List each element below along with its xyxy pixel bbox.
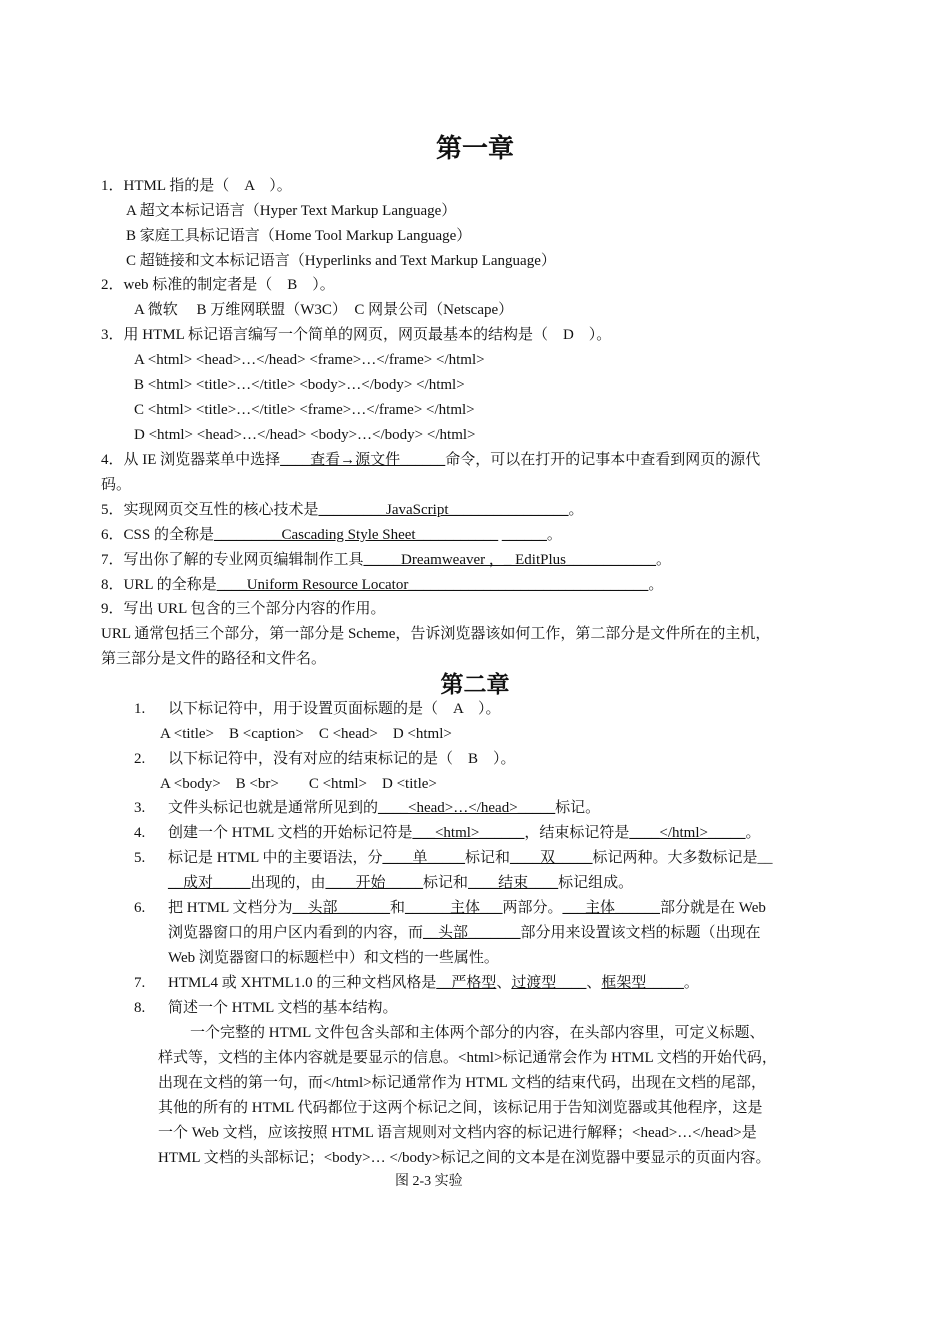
q8-answer: ____Uniform Resource Locator________________________________ bbox=[216, 577, 649, 593]
q7-answer: _____Dreamweaver ，_ EditPlus____________ bbox=[363, 552, 656, 568]
ch1-question-2: 2．web 标准的制定者是（ B ）。 bbox=[101, 277, 335, 293]
ch1-q2-options: A 微软 B 万维网联盟（W3C） C 网景公司（Netscape） bbox=[134, 302, 514, 318]
ch2-question-6-line1 bbox=[168, 896, 766, 921]
ch1-question-4 bbox=[101, 448, 760, 473]
q8-suffix: 。 bbox=[648, 577, 664, 593]
ch2-question-2: 以下标记符中，没有对应的结束标记的是（ B ）。 bbox=[168, 751, 516, 767]
ch2-q6-line2-prefix: 浏览器窗口的用户区内看到的内容，而 bbox=[168, 925, 424, 941]
ch2-q7-answer-strict: __严格型 bbox=[436, 975, 497, 991]
ch2-q5-mid2: 标记和 bbox=[423, 875, 469, 891]
ch2-q6-prefix: 把 HTML 文档分为 bbox=[168, 900, 293, 916]
ch2-q5-line2-suffix: 标记组成。 bbox=[558, 875, 634, 891]
ch2-q7-sep2: 、 bbox=[586, 975, 602, 991]
q6-answer: _________Cascading Style Sheet___________ bbox=[213, 527, 499, 543]
ch1-q4-continuation: 码。 bbox=[101, 477, 132, 493]
ch2-q6-line2-suffix: 部分用来设置该文档的标题（出现在 bbox=[520, 925, 761, 941]
q5-suffix: 。 bbox=[568, 502, 584, 518]
ch2-q1-number: 1. bbox=[134, 701, 146, 717]
q4-prefix: 4．从 IE 浏览器菜单中选择 bbox=[101, 452, 281, 468]
ch1-question-6 bbox=[101, 523, 562, 548]
ch2-question-1: 以下标记符中，用于设置页面标题的是（ A ）。 bbox=[168, 701, 501, 717]
ch2-q2-options: A <body> B <br> C <html> D <title> bbox=[160, 776, 437, 792]
ch2-q7-suffix: 。 bbox=[683, 975, 699, 991]
ch1-q9-answer-line2: 第三部分是文件的路径和文件名。 bbox=[101, 651, 327, 667]
ch2-q4-number: 4. bbox=[134, 825, 146, 841]
ch2-question-8: 简述一个 HTML 文档的基本结构。 bbox=[168, 1000, 398, 1016]
ch2-q5-answer-end: ____结束____ bbox=[468, 875, 559, 891]
ch2-q7-answer-transitional: 过渡型____ bbox=[511, 975, 587, 991]
ch2-question-5-line1 bbox=[168, 846, 773, 871]
ch1-q3-option-a: A <html> <head>…</head> <frame>…</frame> </html> bbox=[134, 352, 485, 368]
ch2-q5-mid: 标记和 bbox=[464, 850, 510, 866]
ch2-q8-number: 8. bbox=[134, 1000, 146, 1016]
ch2-q4-answer-start: ___<html>______ bbox=[412, 825, 525, 841]
figure-caption: 图 2-3 实验 bbox=[395, 1174, 463, 1189]
q6-blank: ______ bbox=[501, 527, 547, 543]
ch2-q3-suffix: 标记。 bbox=[555, 800, 601, 816]
ch2-q4-prefix: 创建一个 HTML 文档的开始标记符是 bbox=[168, 825, 413, 841]
ch2-question-3 bbox=[168, 796, 600, 821]
ch2-question-5-line2 bbox=[168, 871, 633, 896]
ch1-q1-option-c: C 超链接和文本标记语言（Hyperlinks and Text Markup Language） bbox=[126, 253, 556, 269]
ch1-question-1: 1．HTML 指的是（ A ）。 bbox=[101, 178, 292, 194]
ch2-question-6-line3: Web 浏览器窗口的标题栏中）和文档的一些属性。 bbox=[168, 950, 499, 966]
chapter1-title: 第一章 bbox=[435, 134, 514, 163]
ch2-q8-answer-line6: HTML 文档的头部标记；<body>… </body>标记之间的文本是在浏览器中要显示的页面内容。 bbox=[158, 1150, 771, 1166]
ch2-q5-answer-double: ____双_____ bbox=[509, 850, 593, 866]
ch2-q8-answer-line4: 其他的所有的 HTML 代码都位于这两个标记之间，该标记用于告知浏览器或其他程序，这是 bbox=[158, 1100, 763, 1116]
ch1-q1-option-a: A 超文本标记语言（Hyper Text Markup Language） bbox=[126, 203, 457, 219]
q8-prefix: 8．URL 的全称是 bbox=[101, 577, 217, 593]
chapter2-title: 第二章 bbox=[440, 672, 510, 697]
ch2-q5-answer-single: ____单_____ bbox=[382, 850, 465, 866]
ch2-q4-suffix: 。 bbox=[745, 825, 761, 841]
ch1-question-7 bbox=[101, 548, 671, 573]
ch2-q6-answer-head2: __头部_______ bbox=[423, 925, 521, 941]
q6-prefix: 6．CSS 的全称是 bbox=[101, 527, 214, 543]
ch2-q6-answer-body2: ___主体______ bbox=[562, 900, 661, 916]
ch2-question-4 bbox=[168, 821, 761, 846]
ch2-q3-answer: ____<head>…</head>_____ bbox=[378, 800, 556, 816]
ch2-q7-sep1: 、 bbox=[496, 975, 512, 991]
ch2-q5-mid1: 出现的，由 bbox=[250, 875, 326, 891]
q5-prefix: 5．实现网页交互性的核心技术是 bbox=[101, 502, 319, 518]
q7-suffix: 。 bbox=[655, 552, 671, 568]
ch2-question-6-line2 bbox=[168, 921, 761, 946]
ch1-question-3: 3．用 HTML 标记语言编写一个简单的网页，网页最基本的结构是（ D ）。 bbox=[101, 327, 612, 343]
ch2-q4-middle: ，结束标记符是 bbox=[524, 825, 630, 841]
q6-suffix: 。 bbox=[546, 527, 562, 543]
ch2-q6-two-parts: 两部分。 bbox=[502, 900, 563, 916]
ch2-q8-answer-line5: 一个 Web 文档，应该按照 HTML 语言规则对文档内容的标记进行解释；<head>…</head>是 bbox=[158, 1125, 757, 1141]
ch2-q7-number: 7. bbox=[134, 975, 146, 991]
ch1-question-5 bbox=[101, 498, 584, 523]
ch2-q6-and: 和 bbox=[389, 900, 405, 916]
ch1-q1-option-b: B 家庭工具标记语言（Home Tool Markup Language） bbox=[126, 228, 472, 244]
q7-prefix: 7．写出你了解的专业网页编辑制作工具 bbox=[101, 552, 364, 568]
ch2-q4-answer-end: ____</html>_____ bbox=[629, 825, 746, 841]
ch2-q5-number: 5. bbox=[134, 850, 146, 866]
ch2-q6-line1-suffix: 部分就是在 Web bbox=[660, 900, 766, 916]
ch1-q3-option-d: D <html> <head>…</head> <body>…</body> </html> bbox=[134, 427, 476, 443]
ch2-q2-number: 2. bbox=[134, 751, 146, 767]
q5-answer: _________JavaScript________________ bbox=[318, 502, 569, 518]
ch1-question-9: 9．写出 URL 包含的三个部分内容的作用。 bbox=[101, 601, 386, 617]
ch2-q6-number: 6. bbox=[134, 900, 146, 916]
ch2-q6-answer-head: __头部_______ bbox=[292, 900, 390, 916]
ch2-q5-answer-start: ____开始_____ bbox=[325, 875, 424, 891]
ch2-q8-answer-line3: 出现在文档的第一句，而</html>标记通常作为 HTML 文档的结束代码，出现在文档的尾部， bbox=[158, 1075, 767, 1091]
ch2-q5-prefix: 标记是 HTML 中的主要语法，分 bbox=[168, 850, 383, 866]
ch1-q9-answer-line1: URL 通常包括三个部分，第一部分是 Scheme，告诉浏览器该如何工作，第二部分是文件所在的主机， bbox=[101, 626, 771, 642]
ch1-q3-option-b: B <html> <title>…</title> <body>…</body> </html> bbox=[134, 377, 465, 393]
q4-suffix: 命令，可以在打开的记事本中查看到网页的源代 bbox=[445, 452, 761, 468]
ch2-q5-answer-paired: __成对_____ bbox=[168, 875, 251, 891]
ch2-q6-answer-body: ______主体___ bbox=[404, 900, 503, 916]
ch2-q7-prefix: HTML4 或 XHTML1.0 的三种文档风格是 bbox=[168, 975, 437, 991]
ch2-q3-prefix: 文件头标记也就是通常所见到的 bbox=[168, 800, 379, 816]
q4-answer: ____查看→源文件______ bbox=[280, 452, 446, 468]
ch2-q3-number: 3. bbox=[134, 800, 146, 816]
ch1-question-8 bbox=[101, 573, 663, 598]
ch1-q3-option-c: C <html> <title>…</title> <frame>…</frame> </html> bbox=[134, 402, 475, 418]
ch2-q1-options: A <title> B <caption> C <head> D <html> bbox=[160, 726, 452, 742]
ch2-q8-answer-line1: 一个完整的 HTML 文件包含头部和主体两个部分的内容，在头部内容里，可定义标题、 bbox=[190, 1025, 765, 1041]
ch2-q7-answer-frameset: 框架型_____ bbox=[601, 975, 684, 991]
ch2-q5-line1-suffix: 标记两种。大多数标记是__ bbox=[592, 850, 773, 866]
ch2-question-7 bbox=[168, 971, 699, 996]
ch2-q8-answer-line2: 样式等，文档的主体内容就是要显示的信息。<html>标记通常会作为 HTML 文档的开始代码， bbox=[158, 1050, 777, 1066]
